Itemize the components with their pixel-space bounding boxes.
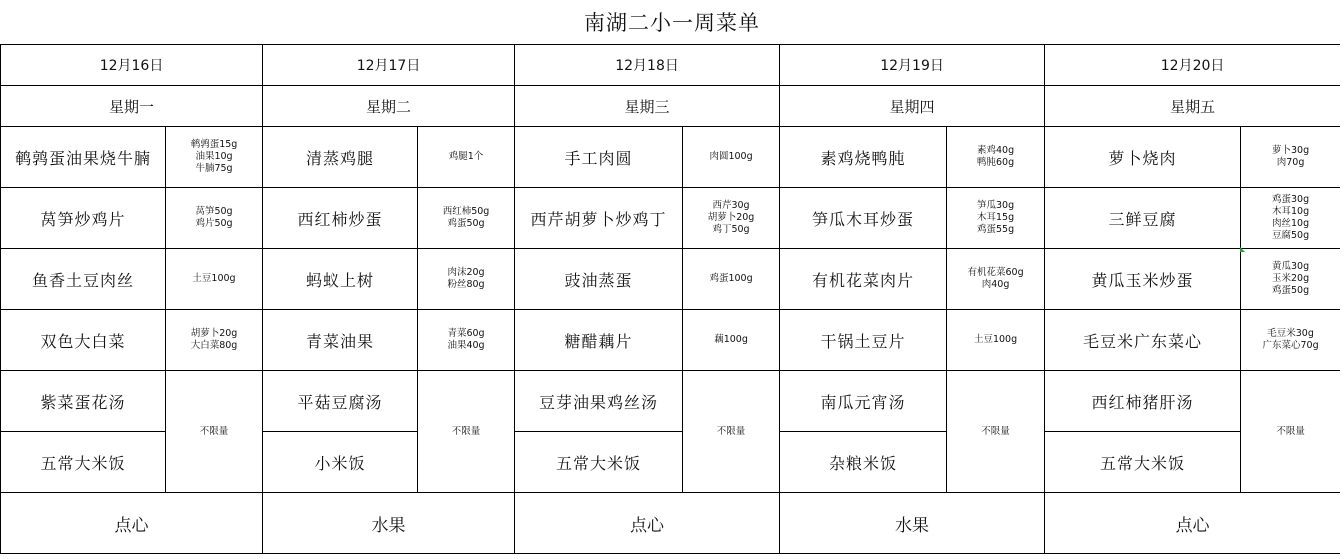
weekday-header: 星期三 bbox=[515, 86, 780, 127]
dish-name: 青菜油果 bbox=[263, 310, 418, 371]
ingredient-amount: 素鸡40g bbox=[976, 145, 1015, 156]
staple-name: 五常大米饭 bbox=[1045, 432, 1241, 493]
staple-name: 五常大米饭 bbox=[1, 432, 166, 493]
dish-amounts bbox=[683, 310, 780, 371]
ingredient-amount: 笋瓜30g bbox=[976, 200, 1015, 211]
dish-amounts bbox=[947, 127, 1045, 188]
weekday-header: 星期二 bbox=[263, 86, 515, 127]
weekday-header: 星期五 bbox=[1045, 86, 1341, 127]
weekday-header: 星期四 bbox=[780, 86, 1045, 127]
unlimited-note: 不限量 bbox=[166, 371, 263, 493]
ingredient-amount: 油果10g bbox=[195, 151, 233, 162]
ingredient-amount: 胡萝卜20g bbox=[707, 212, 755, 223]
dish-amounts bbox=[418, 249, 515, 310]
ingredient-amount: 鸡蛋30g bbox=[1272, 194, 1310, 205]
ingredient-amount: 肉70g bbox=[1276, 157, 1305, 168]
dish-name: 笋瓜木耳炒蛋 bbox=[780, 188, 947, 249]
ingredient-amount: 肉沫20g bbox=[447, 267, 485, 278]
dish-amounts bbox=[683, 127, 780, 188]
dish-amounts bbox=[1241, 310, 1341, 371]
ingredient-amount: 毛豆米30g bbox=[1267, 328, 1314, 339]
dish-name: 糖醋藕片 bbox=[515, 310, 683, 371]
ingredient-amount: 肉40g bbox=[981, 279, 1010, 290]
soup-row bbox=[1, 371, 1341, 432]
dish-name: 莴笋炒鸡片 bbox=[1, 188, 166, 249]
dish-amounts bbox=[683, 188, 780, 249]
ingredient-amount: 鸡蛋50g bbox=[447, 218, 485, 229]
dish-name: 鱼香土豆肉丝 bbox=[1, 249, 166, 310]
soup-name: 南瓜元宵汤 bbox=[780, 371, 947, 432]
dish-amounts bbox=[418, 127, 515, 188]
dish-name: 黄瓜玉米炒蛋 bbox=[1045, 249, 1241, 310]
staple-name: 杂粮米饭 bbox=[780, 432, 947, 493]
ingredient-amount: 肉圆100g bbox=[709, 151, 753, 162]
dish-amounts bbox=[947, 249, 1045, 310]
ingredient-amount: 豆腐50g bbox=[1272, 230, 1310, 241]
soup-name: 西红柿猪肝汤 bbox=[1045, 371, 1241, 432]
dish-amounts bbox=[1241, 188, 1341, 249]
ingredient-amount: 玉米20g bbox=[1272, 273, 1310, 284]
date-header: 12月20日 bbox=[1045, 45, 1341, 86]
ingredient-amount: 有机花菜60g bbox=[967, 267, 1024, 278]
snack-cell: 点心 bbox=[1045, 493, 1341, 554]
dish-name: 三鲜豆腐 bbox=[1045, 188, 1241, 249]
dish-amounts bbox=[166, 310, 263, 371]
dish-name: 西红柿炒蛋 bbox=[263, 188, 418, 249]
dish-name: 素鸡烧鸭肫 bbox=[780, 127, 947, 188]
snack-cell: 水果 bbox=[263, 493, 515, 554]
dish-name: 有机花菜肉片 bbox=[780, 249, 947, 310]
dish-row bbox=[1, 127, 1341, 188]
ingredient-amount: 西红柿50g bbox=[442, 206, 490, 217]
ingredient-amount: 牛腩75g bbox=[195, 163, 233, 174]
snack-cell: 水果 bbox=[780, 493, 1045, 554]
weekday-header: 星期一 bbox=[1, 86, 263, 127]
dish-row bbox=[1, 249, 1341, 310]
dish-name: 西芹胡萝卜炒鸡丁 bbox=[515, 188, 683, 249]
unlimited-note: 不限量 bbox=[1241, 371, 1341, 493]
ingredient-amount: 鸭肫60g bbox=[976, 157, 1015, 168]
ingredient-amount: 藕100g bbox=[714, 334, 748, 345]
dish-amounts bbox=[418, 310, 515, 371]
date-header: 12月17日 bbox=[263, 45, 515, 86]
ingredient-amount: 黄瓜30g bbox=[1272, 261, 1310, 272]
weekday-row bbox=[1, 86, 1341, 127]
cell-comment-marker bbox=[1240, 247, 1245, 252]
ingredient-amount: 粉丝80g bbox=[447, 279, 485, 290]
ingredient-amount: 青菜60g bbox=[447, 328, 485, 339]
ingredient-amount: 油果40g bbox=[447, 340, 485, 351]
staple-name: 五常大米饭 bbox=[515, 432, 683, 493]
weekly-menu-table bbox=[0, 44, 1341, 554]
ingredient-amount: 鸡蛋100g bbox=[709, 273, 753, 284]
dish-amounts bbox=[947, 310, 1045, 371]
dish-name: 干锅土豆片 bbox=[780, 310, 947, 371]
dish-name: 手工肉圆 bbox=[515, 127, 683, 188]
ingredient-amount: 广东菜心70g bbox=[1262, 340, 1319, 351]
ingredient-amount: 土豆100g bbox=[973, 334, 1018, 345]
ingredient-amount: 萝卜30g bbox=[1272, 145, 1310, 156]
ingredient-amount: 西芹30g bbox=[712, 200, 750, 211]
unlimited-note: 不限量 bbox=[683, 371, 780, 493]
dish-amounts bbox=[1241, 249, 1341, 310]
date-header: 12月16日 bbox=[1, 45, 263, 86]
dish-amounts bbox=[683, 249, 780, 310]
snack-cell: 点心 bbox=[515, 493, 780, 554]
unlimited-note: 不限量 bbox=[418, 371, 515, 493]
ingredient-amount: 肉丝10g bbox=[1272, 218, 1310, 229]
dish-amounts bbox=[947, 188, 1045, 249]
date-header: 12月19日 bbox=[780, 45, 1045, 86]
ingredient-amount: 鸡蛋50g bbox=[1272, 285, 1310, 296]
dish-name: 萝卜烧肉 bbox=[1045, 127, 1241, 188]
dish-name: 双色大白菜 bbox=[1, 310, 166, 371]
dish-name: 清蒸鸡腿 bbox=[263, 127, 418, 188]
soup-name: 平菇豆腐汤 bbox=[263, 371, 418, 432]
date-header: 12月18日 bbox=[515, 45, 780, 86]
dish-amounts bbox=[166, 249, 263, 310]
ingredient-amount: 木耳10g bbox=[1272, 206, 1310, 217]
ingredient-amount: 木耳15g bbox=[976, 212, 1015, 223]
dish-name: 蚂蚁上树 bbox=[263, 249, 418, 310]
page-title: 南湖二小一周菜单 bbox=[584, 11, 760, 35]
soup-name: 紫菜蛋花汤 bbox=[1, 371, 166, 432]
dish-name: 豉油蒸蛋 bbox=[515, 249, 683, 310]
snack-cell: 点心 bbox=[1, 493, 263, 554]
dish-row bbox=[1, 310, 1341, 371]
ingredient-amount: 土豆100g bbox=[192, 273, 236, 284]
dish-row bbox=[1, 188, 1341, 249]
dish-amounts bbox=[418, 188, 515, 249]
ingredient-amount: 胡萝卜20g bbox=[190, 328, 238, 339]
dish-name: 鹌鹑蛋油果烧牛腩 bbox=[1, 127, 166, 188]
dish-amounts bbox=[1241, 127, 1341, 188]
sheet-edge bbox=[1340, 44, 1344, 559]
snack-row bbox=[1, 493, 1341, 554]
ingredient-amount: 莴笋50g bbox=[195, 206, 233, 217]
ingredient-amount: 大白菜80g bbox=[190, 340, 238, 351]
unlimited-note: 不限量 bbox=[947, 371, 1045, 493]
ingredient-amount: 鹌鹑蛋15g bbox=[190, 139, 238, 150]
staple-name: 小米饭 bbox=[263, 432, 418, 493]
dish-amounts bbox=[166, 127, 263, 188]
ingredient-amount: 鸡片50g bbox=[195, 218, 233, 229]
ingredient-amount: 鸡腿1个 bbox=[448, 151, 484, 162]
ingredient-amount: 鸡蛋55g bbox=[976, 224, 1015, 235]
date-row bbox=[1, 45, 1341, 86]
ingredient-amount: 鸡丁50g bbox=[712, 224, 750, 235]
soup-name: 豆芽油果鸡丝汤 bbox=[515, 371, 683, 432]
dish-name: 毛豆米广东菜心 bbox=[1045, 310, 1241, 371]
dish-amounts bbox=[166, 188, 263, 249]
